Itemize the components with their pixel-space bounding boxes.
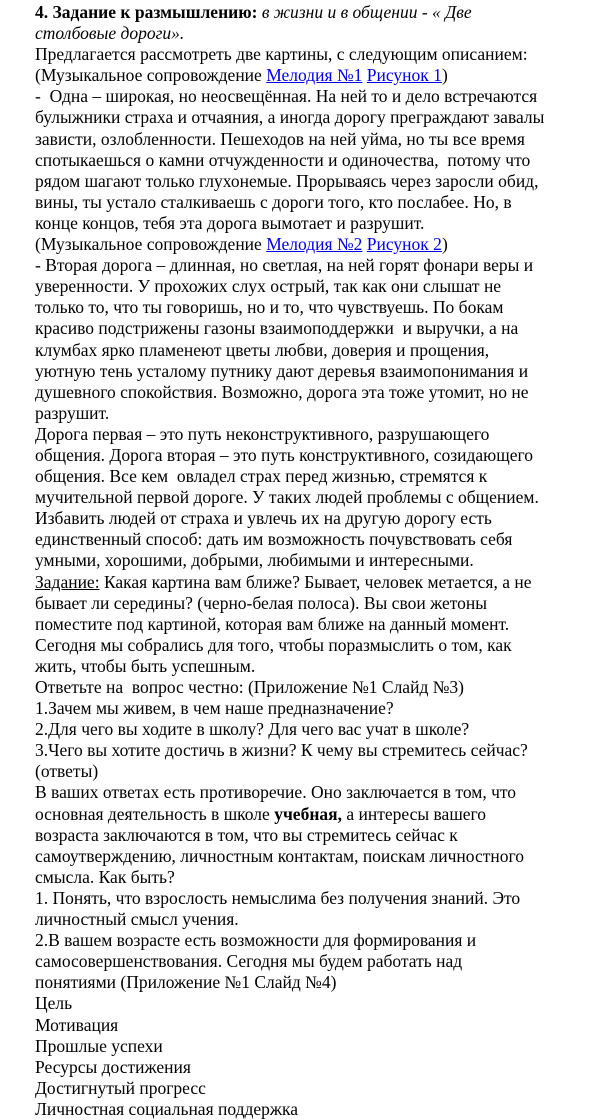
- text-segment: Мотивация: [35, 1014, 119, 1035]
- text-segment: ): [441, 234, 448, 255]
- text-line: [35, 403, 582, 424]
- text-line: [35, 677, 582, 698]
- text-segment: умными, хорошими, добрыми, любимыми и интересными.: [35, 550, 474, 571]
- text-segment: ): [441, 65, 448, 86]
- text-line: [35, 656, 582, 677]
- text-line: [35, 951, 582, 972]
- text-line: [35, 318, 582, 339]
- text-segment: поместите под картиной, которая вам ближе на данный момент.: [35, 613, 510, 634]
- text-line: [35, 529, 582, 550]
- text-line: [35, 65, 582, 86]
- text-segment: Ресурсы достижения: [35, 1056, 191, 1077]
- section-heading: 4. Задание к размышлению:: [35, 2, 262, 22]
- text-line: [35, 740, 582, 761]
- text-segment: (Музыкальное сопровождение: [35, 234, 267, 255]
- text-segment: спотыкаешься о камни отчужденности и одиночества, потому что: [35, 149, 531, 170]
- text-segment: смысла. Как быть?: [35, 866, 175, 887]
- text-segment: Какая картина вам ближе? Бывает, человек метается, а не: [99, 571, 532, 592]
- text-segment: душевного спокойствия. Возможно, дорога эта тоже утомит, но не: [35, 381, 529, 402]
- text-line: [35, 2, 582, 23]
- text-segment: зависти, озлобленности. Пешеходов на ней уйма, но ты все время: [35, 128, 525, 149]
- link-risunok-1[interactable]: Рисунок 1: [366, 65, 442, 86]
- text-line: [35, 107, 582, 128]
- text-segment: только то, что ты говоришь, но и то, что чувствуешь. По бокам: [35, 297, 504, 318]
- text-segment: Достигнутый прогресс: [35, 1077, 206, 1098]
- text-line: [35, 614, 582, 635]
- text-line: [35, 44, 582, 65]
- text-line: [35, 550, 582, 571]
- text-line: [35, 719, 582, 740]
- text-segment: мучительной первой дороге. У таких людей проблемы с общением.: [35, 487, 539, 508]
- text-segment: клумбах ярко пламенеют цветы любви, доверия и прощения,: [35, 339, 490, 360]
- text-segment: общения. Дорога вторая – это путь конструктивного, созидающего: [35, 444, 533, 465]
- text-segment: Прошлые успехи: [35, 1035, 163, 1056]
- text-line: [35, 340, 582, 361]
- text-segment: Ответьте на вопрос честно: (Приложение №1 Слайд №3): [35, 677, 464, 697]
- text-segment: столбовые дороги».: [35, 23, 185, 44]
- text-line: [35, 1015, 582, 1036]
- link-melodiya-1[interactable]: Мелодия №1: [266, 65, 363, 86]
- text-line: [35, 593, 582, 614]
- text-segment: 2.В вашем возрасте есть возможности для формирования и: [35, 930, 477, 951]
- text-segment: общения. Все кем овладел страх перед жизнью, стремятся к: [35, 466, 488, 487]
- text-segment: Предлагается рассмотреть две картины, с следующим описанием:: [35, 44, 528, 65]
- text-segment: основная деятельность в школе: [35, 803, 275, 824]
- text-segment: конце концов, тебя эта дорога вымотает и разрушит.: [35, 212, 425, 233]
- text-segment: красиво подстрижены газоны взаимоподдержки и выручки, а на: [35, 318, 519, 339]
- text-segment: (Музыкальное сопровождение: [35, 65, 267, 86]
- text-line: [35, 825, 582, 846]
- text-line: [35, 445, 582, 466]
- text-line: [35, 297, 582, 318]
- text-line: [35, 1036, 582, 1057]
- text-segment: В ваших ответах есть противоречие. Оно заключается в том, что: [35, 782, 517, 803]
- text-segment: Цель: [35, 993, 73, 1014]
- text-segment: самосовершенствования. Сегодня мы будем работать над: [35, 951, 463, 972]
- text-segment: а интересы вашего: [342, 803, 487, 824]
- text-line: [35, 466, 582, 487]
- text-line: [35, 192, 582, 213]
- text-line: [35, 508, 582, 529]
- text-line: [35, 382, 582, 403]
- emphasis-uchebnaya: учебная,: [274, 803, 342, 824]
- text-segment: 1.Зачем мы живем, в чем наше предназначение?: [35, 698, 394, 719]
- text-line: [35, 909, 582, 930]
- text-line: [35, 1099, 582, 1120]
- text-segment: Личностная социальная поддержка: [35, 1098, 299, 1119]
- text-line: [35, 23, 582, 44]
- text-segment: самоутверждению, личностным контактам, поискам личностного: [35, 845, 524, 866]
- text-line: [35, 150, 582, 171]
- text-segment: жить, чтобы быть успешным.: [35, 655, 256, 676]
- text-segment: 2.Для чего вы ходите в школу? Для чего вас учат в школе?: [35, 719, 470, 740]
- text-segment: личностный смысл учения.: [35, 909, 239, 930]
- text-line: [35, 888, 582, 909]
- text-line: [35, 761, 582, 782]
- text-line: [35, 171, 582, 192]
- text-line: [35, 635, 582, 656]
- text-line: [35, 698, 582, 719]
- text-segment: вины, ты устало сталкиваешь с дороги того, кто послабее. Но, в: [35, 191, 512, 212]
- text-line: [35, 846, 582, 867]
- text-line: [35, 572, 582, 593]
- text-segment: - Вторая дорога – длинная, но светлая, на ней горят фонари веры и: [35, 255, 534, 276]
- text-line: [35, 972, 582, 993]
- text-line: [35, 129, 582, 150]
- text-line: [35, 782, 582, 803]
- text-segment: булыжники страха и отчаяния, а иногда дорогу преграждают завалы: [35, 107, 545, 128]
- task-label: Задание:: [35, 571, 100, 592]
- text-line: [35, 804, 582, 825]
- text-line: [35, 867, 582, 888]
- text-segment: Дорога первая – это путь неконструктивного, разрушающего: [35, 423, 490, 444]
- text-line: [35, 487, 582, 508]
- text-segment: Избавить людей от страха и увлечь их на другую дорогу есть: [35, 508, 492, 529]
- text-line: [35, 424, 582, 445]
- text-segment: (ответы): [35, 761, 99, 782]
- text-line: [35, 255, 582, 276]
- text-segment: - Одна – широкая, но неосвещённая. На ней то и дело встречаются: [35, 86, 538, 107]
- text-line: [35, 213, 582, 234]
- text-segment: уверенности. У прохожих слух острый, так как они слышат не: [35, 276, 502, 297]
- link-risunok-2[interactable]: Рисунок 2: [366, 234, 442, 255]
- text-line: [35, 930, 582, 951]
- text-segment: единственный способ: дать им возможность почувствовать себя: [35, 529, 513, 550]
- text-line: [35, 361, 582, 382]
- text-segment: рядом шагают только глухонемые. Прорываясь через заросли обид,: [35, 170, 539, 191]
- text-segment: разрушит.: [35, 402, 110, 423]
- text-line: [35, 276, 582, 297]
- text-line: [35, 1078, 582, 1099]
- text-segment: бывает ли середины? (черно-белая полоса). Вы свои жетоны: [35, 592, 488, 613]
- text-segment: уютную тень усталому путнику дают деревья взаимопонимания и: [35, 360, 529, 381]
- text-line: [35, 993, 582, 1014]
- text-line: [35, 1057, 582, 1078]
- text-segment: понятиями (Приложение №1 Слайд №4): [35, 972, 337, 993]
- text-line: [35, 234, 582, 255]
- text-line: [35, 86, 582, 107]
- text-segment: 3.Чего вы хотите достичь в жизни? К чему вы стремитесь сейчас?: [35, 740, 528, 761]
- link-melodiya-2[interactable]: Мелодия №2: [266, 234, 363, 255]
- text-segment: 1. Понять, что взрослость немыслима без получения знаний. Это: [35, 887, 521, 908]
- text-segment: возраста заключаются в том, что вы стремитесь сейчас к: [35, 824, 458, 845]
- text-segment: в жизни и в общении - « Две: [261, 2, 472, 22]
- text-segment: Сегодня мы собрались для того, чтобы поразмыслить о том, как: [35, 634, 512, 655]
